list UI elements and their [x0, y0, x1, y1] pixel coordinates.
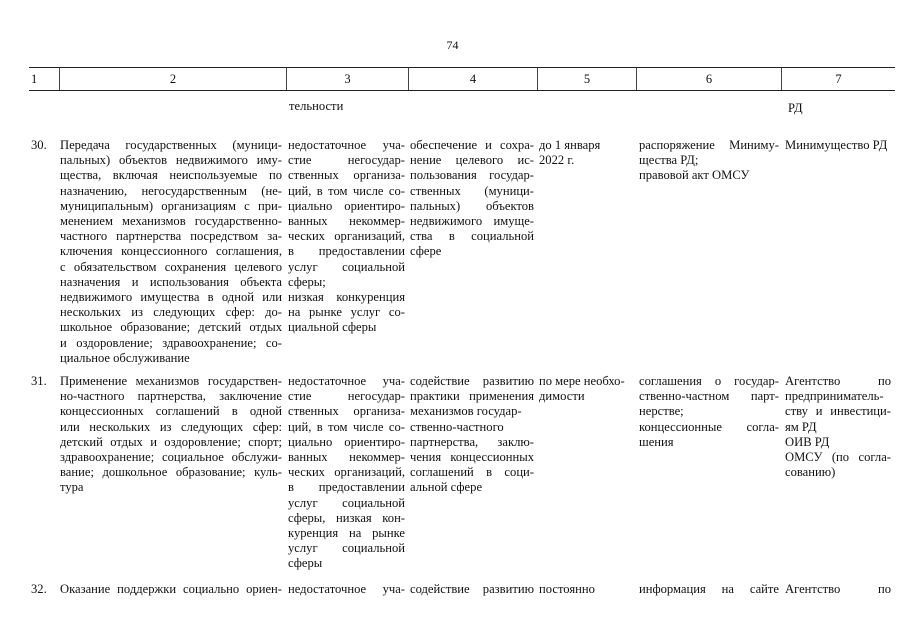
- row-number: 32.: [31, 582, 47, 596]
- row-col5-text: постоянно: [539, 582, 595, 596]
- table-header-row: [29, 67, 895, 91]
- row-col2-text: Оказание поддержки социально ориен-: [60, 582, 282, 596]
- row-col7-text: Минимущество РД: [785, 138, 888, 152]
- row-col3-text: недостаточное уча- стие негосудар- ственных организа- ций, в том числе со- циально ориентиро- ванных некоммер- ческих организаций, в предоставлении услуг социальной сферы, низкая кон- куренция на рынке услуг социальной сферы: [288, 374, 405, 571]
- continuation-col7: РД: [788, 101, 803, 115]
- row-col5-text: до 1 января 2022 г.: [539, 138, 601, 168]
- row-col3-text: недостаточное уча-: [288, 582, 405, 596]
- page-number: 74: [446, 38, 459, 52]
- header-col-2: 2: [169, 72, 177, 86]
- header-col-1: 1: [31, 72, 38, 86]
- row-col6-text: соглашения о государ- ственно-частном парт- нерстве; концессионные согла- шения: [639, 374, 779, 449]
- row-col6-text: информация на сайте: [639, 582, 779, 596]
- row-number: 31.: [31, 374, 47, 388]
- row-col4-text: обеспечение и сохра- нение целевого ис- пользования государ- ственных (муници- пальных) объектов недвижимого имуще- ства в социальной сфере: [410, 138, 534, 259]
- header-col-3: 3: [344, 72, 351, 86]
- row-number: 30.: [31, 138, 47, 152]
- row-col7-text: Агентство по: [785, 582, 891, 596]
- row-col5-text: по мере необхо- димости: [539, 374, 625, 404]
- row-col4-text: содействие развитию: [410, 582, 534, 596]
- row-col7-text: Агентство по предприниматель- ству и инвестици- ям РД ОИВ РД ОМСУ (по согла- сованию): [785, 374, 891, 480]
- header-col-5: 5: [583, 72, 591, 86]
- header-col-6: 6: [705, 72, 713, 86]
- row-col2-text: Применение механизмов государствен- но-частного партнерства, заключение концессионных соглашений в одной или нескольких из следующих сфер: детский отдых и оздоровление; спорт; здравоохранение; социальное обслужи- вание; дошкольное образование; куль- тура: [60, 374, 282, 495]
- header-col-4: 4: [469, 72, 477, 86]
- row-col6-text: распоряжение Миниму- щества РД; правовой акт ОМСУ: [639, 138, 779, 183]
- continuation-col3: тельности: [289, 99, 344, 113]
- row-col2-text: Передача государственных (муници- пальных) объектов недвижимого иму- щества, включая неиспользуемые по назначению, негосударственным (не- муниципальным) организациям с при- менением механизмов государственно- частного партнерства посредством за- ключения концессионного соглашения, с обязательством сохранения целевого назначения и использования объекта недвижимого имущества в одной или нескольких из следующих сфер: до- школьное образование; детский отдых и оздоровление; здравоохранение; со- циальное обслуживание: [60, 138, 282, 365]
- row-col4-text: содействие развитию практики применения механизмов государ- ственно-частного партнерства, заклю- чения концессионных соглашений в соци- альной сфере: [410, 374, 534, 495]
- header-col-7: 7: [835, 72, 842, 86]
- row-col3-text: недостаточное уча- стие негосудар- ственных организа- ций, в том числе со- циально ориентиро- ванных некоммер- ческих организаций, в предоставлении услуг социальной сферы; низкая конкуренция на рынке услуг со- циальной сферы: [288, 138, 405, 335]
